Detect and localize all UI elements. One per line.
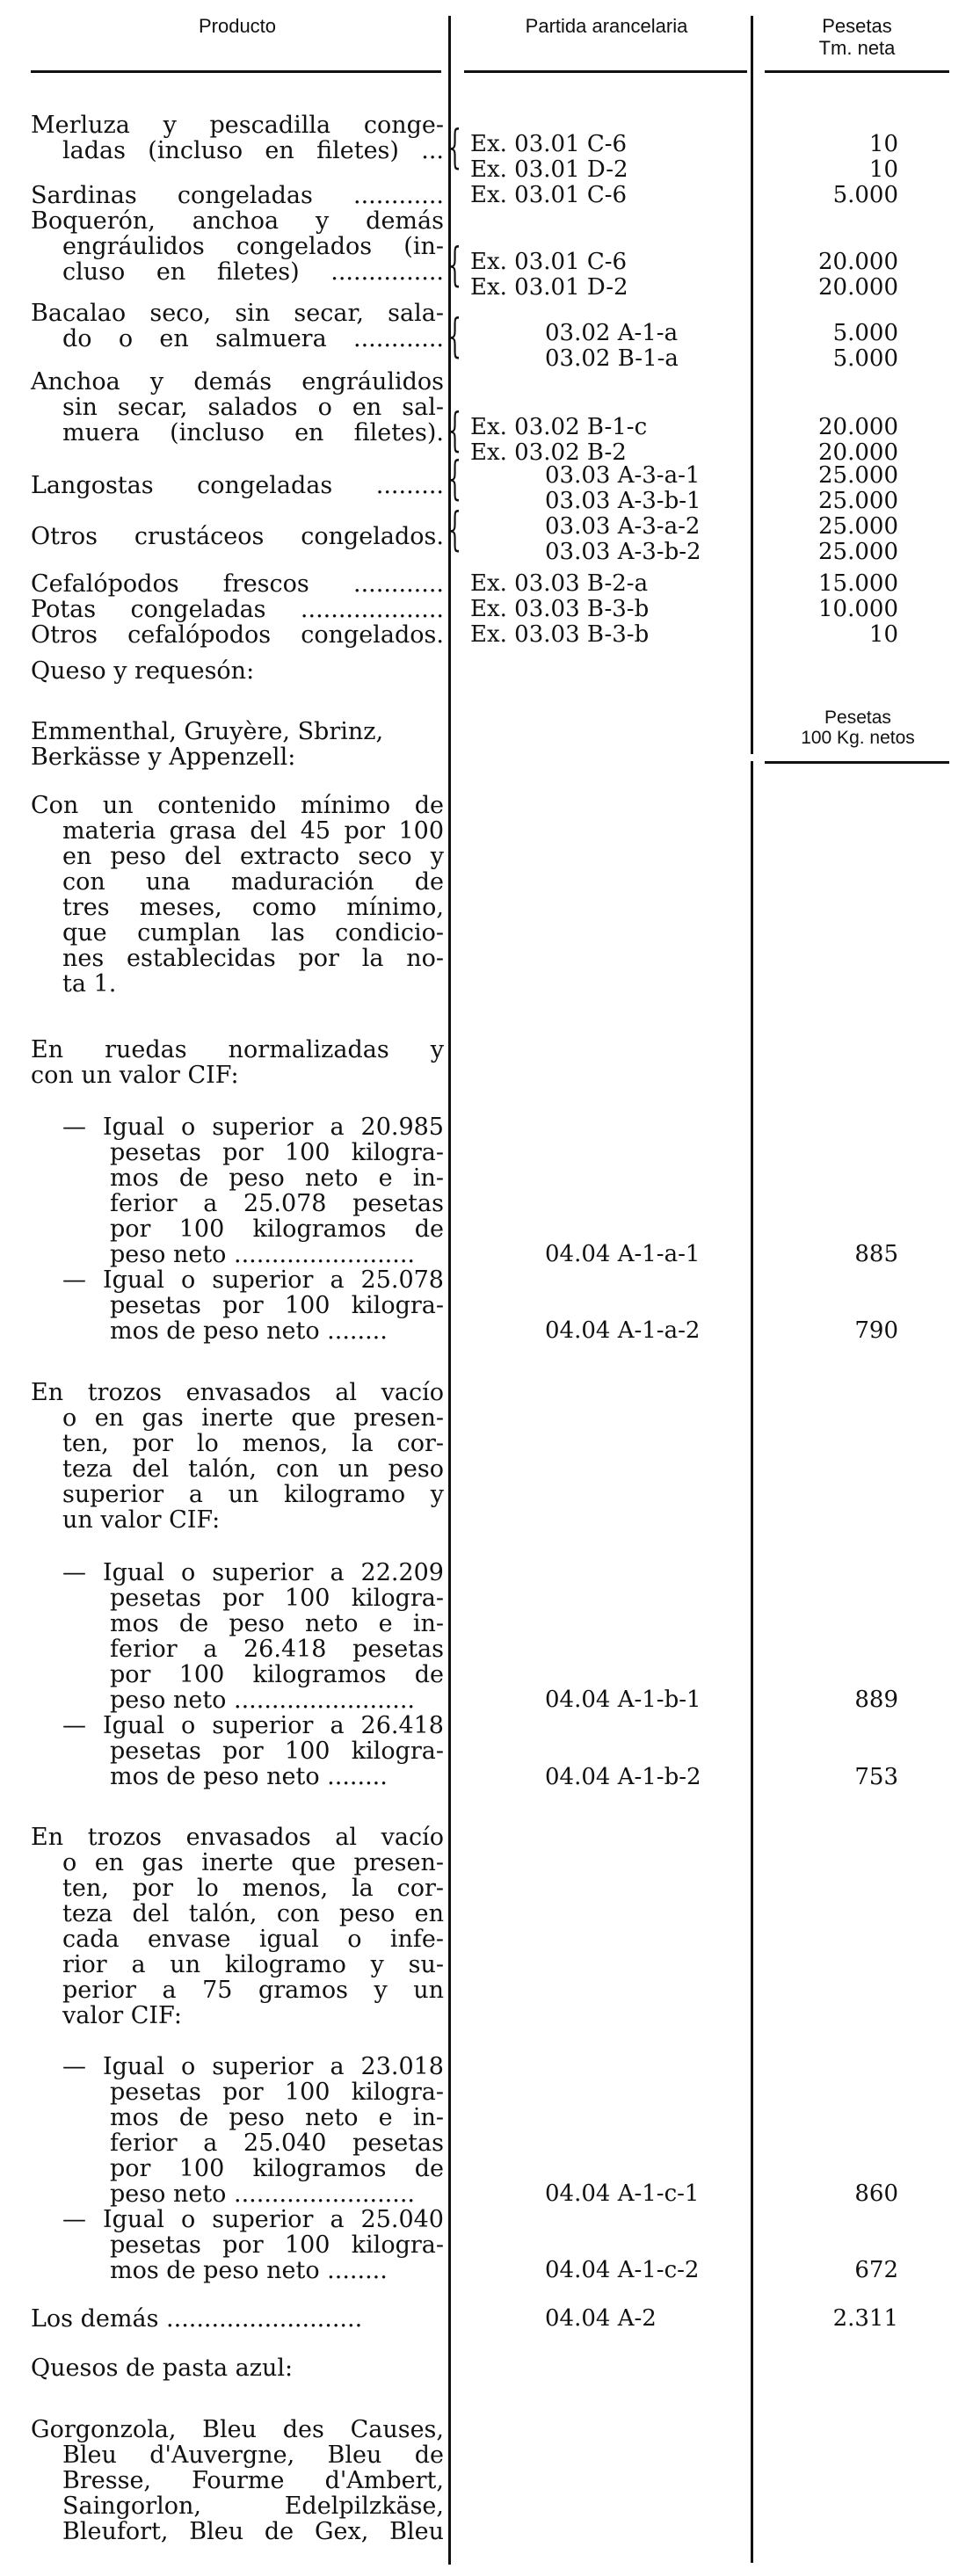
partida-code: Ex. 03.01 D-2	[470, 274, 628, 301]
text-line: muera (incluso en filetes).	[62, 419, 444, 446]
partida-code: Ex. 03.03 B-2-a	[470, 570, 649, 597]
text-line: Anchoa y demás engráulidos	[31, 368, 444, 395]
text-line: ten, por lo menos, la cor-	[62, 1875, 444, 1902]
brace-mark: {	[448, 239, 461, 292]
fish-product	[31, 208, 444, 285]
text-line: Con un contenido mínimo de	[31, 792, 444, 819]
text-line: Otros cefalópodos congelados.	[31, 621, 444, 649]
trozos1-block	[31, 1380, 444, 1533]
price-value: 25.000	[818, 539, 898, 565]
unit2-rule	[765, 761, 949, 764]
fish-product	[31, 571, 444, 597]
trozos1-b-block	[31, 1713, 444, 1789]
price-value: 790	[854, 1317, 898, 1344]
header-rule-partida	[464, 70, 747, 73]
text-line: En trozos envasados al vacío	[31, 1379, 444, 1406]
price-value: 753	[854, 1764, 898, 1790]
trozos2-a-block	[31, 2054, 444, 2207]
text-line: Potas congeladas ...................	[31, 596, 444, 623]
header-rule-producto	[31, 70, 441, 73]
trozos2-b-block	[31, 2207, 444, 2283]
text-line: o en gas inerte que presen-	[62, 1849, 444, 1876]
text-line: peso neto ........................	[110, 2181, 415, 2208]
header-producto: Producto	[198, 15, 277, 37]
text-line: — Igual o superior a 23.018	[62, 2053, 444, 2080]
ruedas-block	[31, 1037, 444, 1088]
price-value: 5.000	[832, 345, 898, 372]
text-line: Bresse, Fourme d'Ambert,	[62, 2467, 444, 2494]
fish-product	[31, 473, 444, 498]
text-line: con una maduración de	[62, 868, 444, 896]
text-line: Bleu d'Auvergne, Bleu de	[62, 2442, 444, 2469]
partida-code: Ex. 03.03 B-3-b	[470, 621, 650, 648]
text-line: Otros crustáceos congelados.	[31, 523, 444, 550]
text-line: por 100 kilogramos de	[110, 1661, 444, 1688]
text-line: En trozos envasados al vacío	[31, 1824, 444, 1851]
text-line: mos de peso neto ........	[110, 1763, 388, 1790]
text-line: mos de peso neto e in-	[110, 2104, 444, 2131]
text-line: teza del talón, con un peso	[62, 1455, 444, 1483]
text-line: materia grasa del 45 por 100	[62, 817, 444, 845]
price-value: 25.000	[818, 488, 898, 514]
text-line: o en gas inerte que presen-	[62, 1404, 444, 1432]
partida-code: 04.04 A-1-c-1	[545, 2181, 700, 2207]
text-line: Berkässe y Appenzell:	[31, 744, 296, 771]
partida-code: 04.04 A-1-c-2	[545, 2257, 700, 2283]
text-line: Bacalao seco, sin secar, sala-	[31, 300, 444, 327]
text-line: — Igual o superior a 20.985	[62, 1114, 444, 1141]
text-line: pesetas por 100 kilogra-	[110, 1738, 444, 1765]
brace-mark: {	[448, 121, 461, 174]
text-line: sin secar, salados o en sal-	[62, 394, 444, 421]
price-value: 25.000	[818, 513, 898, 540]
text-line: Langostas congeladas .........	[31, 472, 444, 499]
text-line: que cumplan las condicio-	[62, 919, 444, 947]
fish-product	[31, 597, 444, 622]
text-line: nes establecidas por la no-	[62, 945, 444, 972]
text-line: Saingorlon, Edelpilzkäse,	[62, 2493, 444, 2520]
text-line: — Igual o superior a 25.040	[62, 2206, 444, 2233]
partida-code: Ex. 03.01 C-6	[470, 131, 628, 157]
partida-code: 04.04 A-2	[545, 2305, 657, 2332]
text-line: cluso en filetes) ...............	[62, 258, 444, 286]
text-line: Cefalópodos frescos ............	[31, 570, 444, 598]
text-line: peso neto ........................	[110, 1241, 415, 1268]
price-value: 885	[854, 1241, 898, 1267]
header-rule-pesetas	[765, 70, 949, 73]
brace-mark: {	[448, 310, 461, 363]
fish-product	[31, 112, 444, 163]
azul-heading: Quesos de pasta azul:	[31, 2355, 294, 2382]
ruedas-a-block	[31, 1114, 444, 1267]
text-line: teza del talón, con peso en	[62, 1900, 444, 1927]
header-partida: Partida arancelaria	[525, 15, 688, 37]
text-line: con un valor CIF:	[31, 1062, 239, 1089]
fish-product	[31, 524, 444, 549]
text-line: pesetas por 100 kilogra-	[110, 1292, 444, 1319]
partida-code: Ex. 03.01 C-6	[470, 249, 628, 275]
text-line: — Igual o superior a 25.078	[62, 1266, 444, 1294]
partida-code: Ex. 03.01 C-6	[470, 182, 628, 208]
text-line: pesetas por 100 kilogra-	[110, 2231, 444, 2259]
text-line: Bleufort, Bleu de Gex, Bleu	[62, 2518, 444, 2545]
price-value: 2.311	[832, 2305, 898, 2332]
text-line: superior a un kilogramo y	[62, 1481, 444, 1508]
emmenthal-block	[31, 719, 444, 770]
text-line: por 100 kilogramos de	[110, 1215, 444, 1243]
price-value: 5.000	[832, 182, 898, 208]
text-line: perior a 75 gramos y un	[62, 1977, 444, 2004]
price-value: 10	[868, 156, 898, 183]
price-value: 20.000	[818, 439, 898, 466]
text-line: mos de peso neto e in-	[110, 1610, 444, 1637]
text-line: En ruedas normalizadas y	[31, 1036, 444, 1063]
text-line: ladas (incluso en filetes) ...	[62, 137, 444, 164]
unit2-netos: 100 Kg. netos	[801, 728, 915, 748]
text-line: Emmenthal, Gruyère, Sbrinz,	[31, 718, 384, 745]
price-value: 672	[854, 2257, 898, 2283]
partida-code: 03.03 A-3-a-1	[545, 462, 701, 489]
partida-code: 03.03 A-3-b-1	[545, 488, 701, 514]
text-line: por 100 kilogramos de	[110, 2155, 444, 2182]
trozos2-block	[31, 1825, 444, 2028]
text-line: rior a un kilogramo y su-	[62, 1951, 444, 1978]
fish-product	[31, 183, 444, 208]
price-value: 15.000	[818, 570, 898, 597]
price-value: 889	[854, 1687, 898, 1713]
price-value: 20.000	[818, 249, 898, 275]
partida-code: Ex. 03.02 B-2	[470, 439, 627, 466]
brace-mark: {	[448, 504, 461, 556]
brace-mark: {	[448, 404, 461, 457]
text-line: Gorgonzola, Bleu des Causes,	[31, 2416, 444, 2443]
text-line: cada envase igual o infe-	[62, 1926, 444, 1953]
contenido-block	[31, 793, 444, 997]
azul-block	[31, 2417, 444, 2544]
ruedas-b-block	[31, 1267, 444, 1344]
text-line: Sardinas congeladas ............	[31, 182, 444, 209]
text-line: do o en salmuera ............	[62, 325, 444, 352]
text-line: mos de peso neto e in-	[110, 1165, 444, 1192]
text-line: ferior a 26.418 pesetas	[110, 1636, 444, 1663]
text-line: pesetas por 100 kilogra-	[110, 2079, 444, 2106]
column-rule-right	[751, 16, 753, 754]
text-line: pesetas por 100 kilogra-	[110, 1585, 444, 1612]
price-value: 20.000	[818, 274, 898, 301]
column-rule-left	[448, 16, 451, 2565]
text-line: ta 1.	[62, 970, 117, 998]
partida-code: 04.04 A-1-b-1	[545, 1687, 701, 1713]
partida-code: 03.03 A-3-a-2	[545, 513, 701, 540]
partida-code: Ex. 03.01 D-2	[470, 156, 628, 183]
price-value: 860	[854, 2181, 898, 2207]
text-line: en peso del extracto seco y	[62, 843, 444, 870]
brace-mark: {	[448, 453, 461, 505]
text-line: ferior a 25.078 pesetas	[110, 1190, 444, 1217]
price-value: 20.000	[818, 414, 898, 440]
partida-code: 04.04 A-1-a-1	[545, 1241, 701, 1267]
fish-product	[31, 369, 444, 446]
text-line: ferior a 25.040 pesetas	[110, 2130, 444, 2157]
text-line: mos de peso neto ........	[110, 1317, 388, 1345]
partida-code: 04.04 A-1-b-2	[545, 1764, 701, 1790]
text-line: Merluza y pescadilla conge-	[31, 112, 444, 139]
text-line: un valor CIF:	[62, 1506, 221, 1534]
price-value: 5.000	[832, 320, 898, 346]
demas-label: Los demás ..........................	[31, 2305, 363, 2333]
column-rule-right-lower	[751, 761, 753, 2563]
fish-product	[31, 622, 444, 648]
partida-code: 04.04 A-1-a-2	[545, 1317, 701, 1344]
partida-code: Ex. 03.02 B-1-c	[470, 414, 648, 440]
price-value: 25.000	[818, 462, 898, 489]
trozos1-a-block	[31, 1560, 444, 1713]
text-line: — Igual o superior a 22.209	[62, 1559, 444, 1586]
partida-code: 03.02 B-1-a	[545, 345, 679, 372]
partida-code: 03.02 A-1-a	[545, 320, 679, 346]
text-line: pesetas por 100 kilogra-	[110, 1139, 444, 1166]
header-pesetas: Pesetas	[822, 15, 892, 37]
price-value: 10.000	[818, 596, 898, 622]
price-value: 10	[868, 131, 898, 157]
text-line: Boquerón, anchoa y demás	[31, 207, 444, 235]
queso-heading: Queso y requesón:	[31, 657, 255, 685]
header-unidad: Tm. neta	[818, 37, 896, 59]
text-line: mos de peso neto ........	[110, 2257, 388, 2284]
price-value: 10	[868, 621, 898, 648]
text-line: engráulidos congelados (in-	[62, 233, 444, 260]
unit2-pesetas: Pesetas	[824, 707, 891, 728]
text-line: peso neto ........................	[110, 1687, 415, 1714]
text-line: — Igual o superior a 26.418	[62, 1712, 444, 1739]
partida-code: 03.03 A-3-b-2	[545, 539, 701, 565]
partida-code: Ex. 03.03 B-3-b	[470, 596, 650, 622]
text-line: valor CIF:	[62, 2002, 182, 2029]
text-line: ten, por lo menos, la cor-	[62, 1430, 444, 1457]
text-line: tres meses, como mínimo,	[62, 894, 444, 921]
fish-product	[31, 301, 444, 352]
